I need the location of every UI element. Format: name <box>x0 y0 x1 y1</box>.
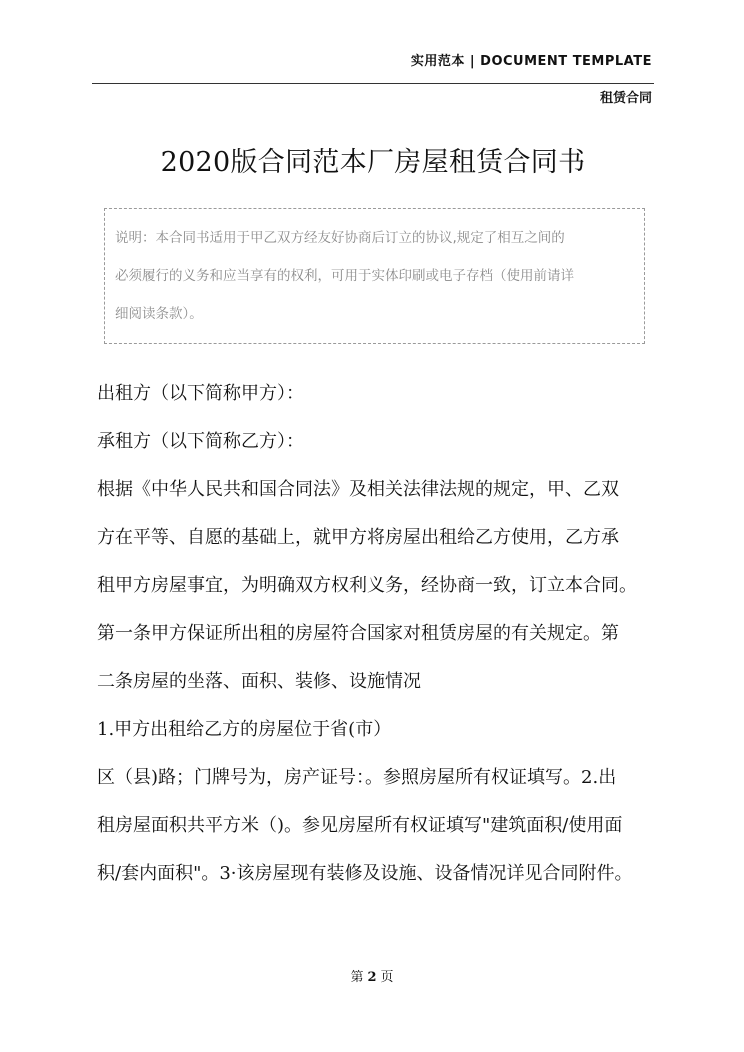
body-paragraph-line: 租甲方房屋事宜，为明确双方权利义务，经协商一致，订立本合同。 <box>97 575 637 596</box>
body-paragraph-line: 区（县)路；门牌号为，房产证号：。参照房屋所有权证填写。2.出 <box>97 767 617 788</box>
lessee-line: 承租方（以下简称乙方）： <box>97 431 304 452</box>
page-footer <box>0 966 744 985</box>
note-line: 必须履行的义务和应当享有的权利，可用于实体印刷或电子存档（使用前请详 <box>115 268 574 284</box>
contract-body <box>97 370 657 898</box>
usage-note-box <box>104 208 645 344</box>
body-paragraph-line: 积/套内面积"。3·该房屋现有装修及设施、设备情况详见合同附件。 <box>97 863 633 884</box>
header-divider <box>92 83 654 84</box>
note-line: 细阅读条款）。 <box>115 306 203 322</box>
document-title: 2020版合同范本厂房屋租赁合同书 <box>160 147 586 178</box>
body-paragraph-line: 1.甲方出租给乙方的房屋位于省(市） <box>97 719 392 740</box>
header-category-label: 租赁合同 <box>599 91 652 106</box>
page-prefix: 第 <box>350 970 364 985</box>
lessor-line: 出租方（以下简称甲方）： <box>97 383 304 404</box>
note-line: 说明：本合同书适用于甲乙双方经友好协商后订立的协议,规定了相互之间的 <box>115 230 565 246</box>
body-paragraph-line: 根据《中华人民共和国合同法》及相关法律法规的规定，甲、乙双 <box>97 479 619 500</box>
body-paragraph-line: 第一条甲方保证所出租的房屋符合国家对租赁房屋的有关规定。第 <box>97 623 619 644</box>
header-template-label: 实用范本 | DOCUMENT TEMPLATE <box>410 54 652 69</box>
page-suffix: 页 <box>380 970 394 985</box>
body-paragraph-line: 租房屋面积共平方米（)。参见房屋所有权证填写"建筑面积/使用面 <box>97 815 623 836</box>
page-number: 2 <box>367 970 377 985</box>
body-paragraph-line: 方在平等、自愿的基础上，就甲方将房屋出租给乙方使用，乙方承 <box>97 527 619 548</box>
body-paragraph-line: 二条房屋的坐落、面积、装修、设施情况 <box>97 671 421 692</box>
